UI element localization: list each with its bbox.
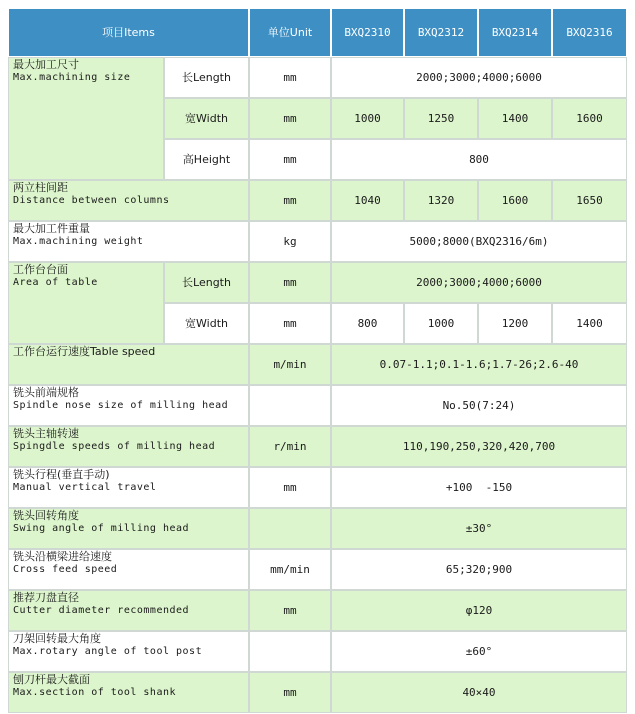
value-cell-bxq2312: 1320 (404, 180, 478, 221)
value-cell: 0.07-1.1;0.1-1.6;1.7-26;2.6-40 (331, 344, 627, 385)
row-label-zh: 铣头回转角度 (13, 509, 79, 522)
row-spindle-nose-label (8, 385, 249, 426)
value-cell: No.50(7:24) (331, 385, 627, 426)
row-label-en: Max.machining size (13, 71, 131, 83)
value-cell-bxq2310: 1000 (331, 98, 404, 139)
row-label-zh: 两立柱间距 (13, 181, 68, 194)
row-spindle-speeds-label (8, 426, 249, 467)
value-cell: 2000;3000;4000;6000 (331, 57, 627, 98)
unit-cell: mm (249, 57, 331, 98)
row-label-en: Cross feed speed (13, 563, 118, 575)
row-label-en: Spingdle speeds of milling head (13, 440, 216, 452)
row-label-en: Distance between columns (13, 194, 170, 206)
value-cell: 110,190,250,320,420,700 (331, 426, 627, 467)
unit-cell: r/min (249, 426, 331, 467)
sub-label-length: 长Length (164, 57, 249, 98)
row-cross-feed-speed-label (8, 549, 249, 590)
row-label-zh: 最大加工尺寸 (13, 58, 79, 71)
row-max-machining-weight-label (8, 221, 249, 262)
row-label-zh: 工作台台面 (13, 263, 68, 276)
row-label-zh: 铣头前端规格 (13, 386, 79, 399)
unit-cell: mm (249, 303, 331, 344)
header-model-bxq2314: BXQ2314 (478, 8, 552, 57)
unit-cell: mm/min (249, 549, 331, 590)
unit-cell: kg (249, 221, 331, 262)
row-label-en: Max.machining weight (13, 235, 144, 247)
value-cell: 2000;3000;4000;6000 (331, 262, 627, 303)
value-cell: 5000;8000(BXQ2316/6m) (331, 221, 627, 262)
value-cell-bxq2310: 800 (331, 303, 404, 344)
row-label-zh: 刨刀杆最大截面 (13, 673, 90, 686)
row-label-en: Spindle nose size of milling head (13, 399, 229, 411)
row-label-zh: 刀架回转最大角度 (13, 632, 101, 645)
row-label-zh: 铣头主轴转速 (13, 427, 79, 440)
row-label-en: Manual vertical travel (13, 481, 157, 493)
row-manual-vertical-travel-label (8, 467, 249, 508)
row-distance-between-columns-label (8, 180, 249, 221)
value-cell: 65;320;900 (331, 549, 627, 590)
value-cell-bxq2312: 1250 (404, 98, 478, 139)
sub-label-width: 宽Width (164, 98, 249, 139)
value-cell-bxq2314: 1200 (478, 303, 552, 344)
unit-cell (249, 631, 331, 672)
row-label-zh: 工作台运行速度Table speed (13, 345, 156, 358)
row-label-zh: 推荐刀盘直径 (13, 591, 79, 604)
sub-label-length: 长Length (164, 262, 249, 303)
header-item: 项目Items (8, 8, 249, 57)
value-cell-bxq2314: 1600 (478, 180, 552, 221)
row-label-zh: 铣头行程(垂直手动) (13, 468, 110, 481)
row-label-zh: 铣头沿横梁进给速度 (13, 550, 112, 563)
header-model-bxq2310: BXQ2310 (331, 8, 404, 57)
sub-label-height: 高Height (164, 139, 249, 180)
row-label-en: Area of table (13, 276, 98, 288)
row-label-en: Max.section of tool shank (13, 686, 177, 698)
row-cutter-diameter-label (8, 590, 249, 631)
value-cell-bxq2316: 1400 (552, 303, 627, 344)
value-cell-bxq2310: 1040 (331, 180, 404, 221)
value-cell: 800 (331, 139, 627, 180)
row-swing-angle-label (8, 508, 249, 549)
row-table-speed-label (8, 344, 249, 385)
row-label-en: Max.rotary angle of tool post (13, 645, 203, 657)
row-rotary-angle-tool-post-label (8, 631, 249, 672)
unit-cell: mm (249, 98, 331, 139)
value-cell: 40×40 (331, 672, 627, 713)
value-cell-bxq2312: 1000 (404, 303, 478, 344)
row-label-zh: 最大加工件重量 (13, 222, 90, 235)
header-model-bxq2316: BXQ2316 (552, 8, 627, 57)
unit-cell: mm (249, 139, 331, 180)
row-label-en: Cutter diameter recommended (13, 604, 190, 616)
value-cell: +100 -150 (331, 467, 627, 508)
unit-cell (249, 385, 331, 426)
header-model-bxq2312: BXQ2312 (404, 8, 478, 57)
value-cell-bxq2316: 1600 (552, 98, 627, 139)
unit-cell: mm (249, 262, 331, 303)
row-max-machining-size-label (8, 57, 164, 180)
unit-cell: m/min (249, 344, 331, 385)
unit-cell: mm (249, 180, 331, 221)
unit-cell: mm (249, 590, 331, 631)
value-cell-bxq2316: 1650 (552, 180, 627, 221)
header-unit: 单位Unit (249, 8, 331, 57)
value-cell: ±30° (331, 508, 627, 549)
unit-cell: mm (249, 467, 331, 508)
row-label-en: Swing angle of milling head (13, 522, 190, 534)
value-cell: φ120 (331, 590, 627, 631)
row-area-of-table-label (8, 262, 164, 344)
unit-cell (249, 508, 331, 549)
unit-cell: mm (249, 672, 331, 713)
sub-label-width: 宽Width (164, 303, 249, 344)
row-section-tool-shank-label (8, 672, 249, 713)
value-cell: ±60° (331, 631, 627, 672)
value-cell-bxq2314: 1400 (478, 98, 552, 139)
